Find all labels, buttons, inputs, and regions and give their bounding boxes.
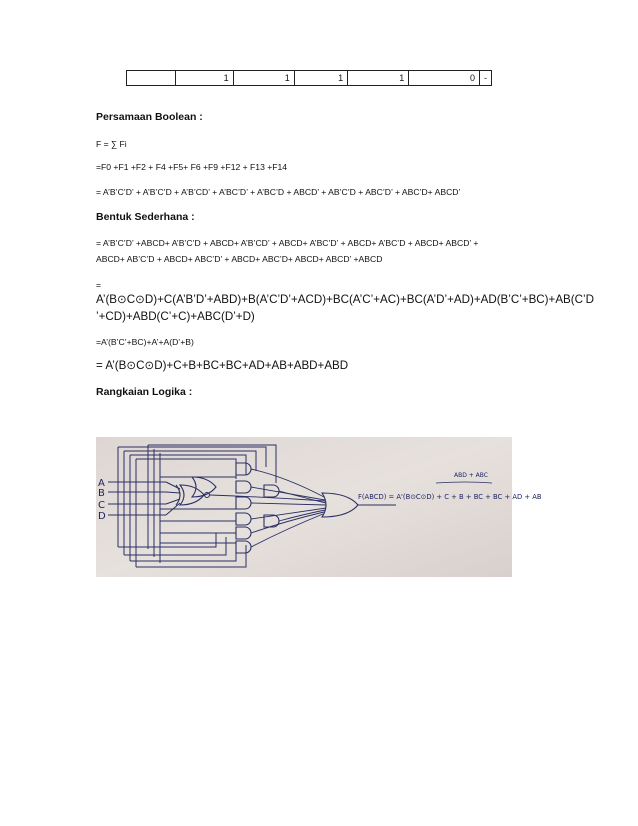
input-label-c: C xyxy=(98,500,105,511)
input-label-d: D xyxy=(98,511,106,522)
table-cell: - xyxy=(480,71,492,86)
circuit-note-text: ABD + ABC xyxy=(454,472,488,479)
heading-boolean-equation: Persamaan Boolean : xyxy=(96,111,203,123)
heading-simplified-form: Bentuk Sederhana : xyxy=(96,211,195,223)
table-row xyxy=(127,71,492,86)
table-cell: 1 xyxy=(348,71,409,86)
table-cell: 0 xyxy=(409,71,480,86)
simplified-line-1: = A’B’C’D’ +ABCD+ A’B’C’D + ABCD+ A’B’CD’ + ABCD+ A’BC’D’ + ABCD+ A’BC’D + ABCD+ ABCD’ + xyxy=(96,238,479,248)
circuit-drawing xyxy=(96,437,542,577)
input-label-a: A xyxy=(98,478,105,489)
simplified-equals-sign: = xyxy=(96,280,102,290)
simplified-line-2: ABCD+ AB’C’D + ABCD+ ABC’D’ + ABCD+ ABC’D+ ABCD+ ABCD’ +ABCD xyxy=(96,254,383,264)
circuit-expression-text: F(ABCD) = A'(B⊙C⊙D) + C + B + BC + BC + AD + AB xyxy=(358,493,542,501)
equation-minterms: = A’B’C’D’ + A’B’C’D + A’B’CD’ + A’BC’D’ + A’BC’D + ABCD’ + AB’C’D + ABC’D’ + ABC’D+ ABCD’ xyxy=(96,187,461,197)
equation-terms: =F0 +F1 +F2 + F4 +F5+ F6 +F9 +F12 + F13 +F14 xyxy=(96,162,288,172)
equation-sum: F = ∑ Fi xyxy=(96,139,127,149)
paper-background xyxy=(96,437,512,577)
simplified-small-expression: =A’(B’C’+BC)+A’+A(D’+B) xyxy=(96,337,194,347)
simplified-expression-line-1: A’(B⊙C⊙D)+C(A’B’D’+ABD)+B(A’C’D’+ACD)+BC(A’C’+AC)+BC(A’D’+AD)+AD(B’C’+BC)+AB(C’D xyxy=(96,293,594,306)
table-cell: 1 xyxy=(294,71,347,86)
truth-table-row xyxy=(126,70,492,86)
input-label-b: B xyxy=(98,488,105,499)
simplified-expression-line-2: ’+CD)+ABD(C’+C)+ABC(D’+D) xyxy=(96,310,255,323)
table-cell: 1 xyxy=(176,71,233,86)
circuit-photo xyxy=(96,437,542,577)
heading-logic-circuit: Rangkaian Logika : xyxy=(96,386,193,398)
simplified-final-expression: = A’(B⊙C⊙D)+C+B+BC+BC+AD+AB+ABD+ABD xyxy=(96,359,349,372)
table-cell: 1 xyxy=(233,71,294,86)
